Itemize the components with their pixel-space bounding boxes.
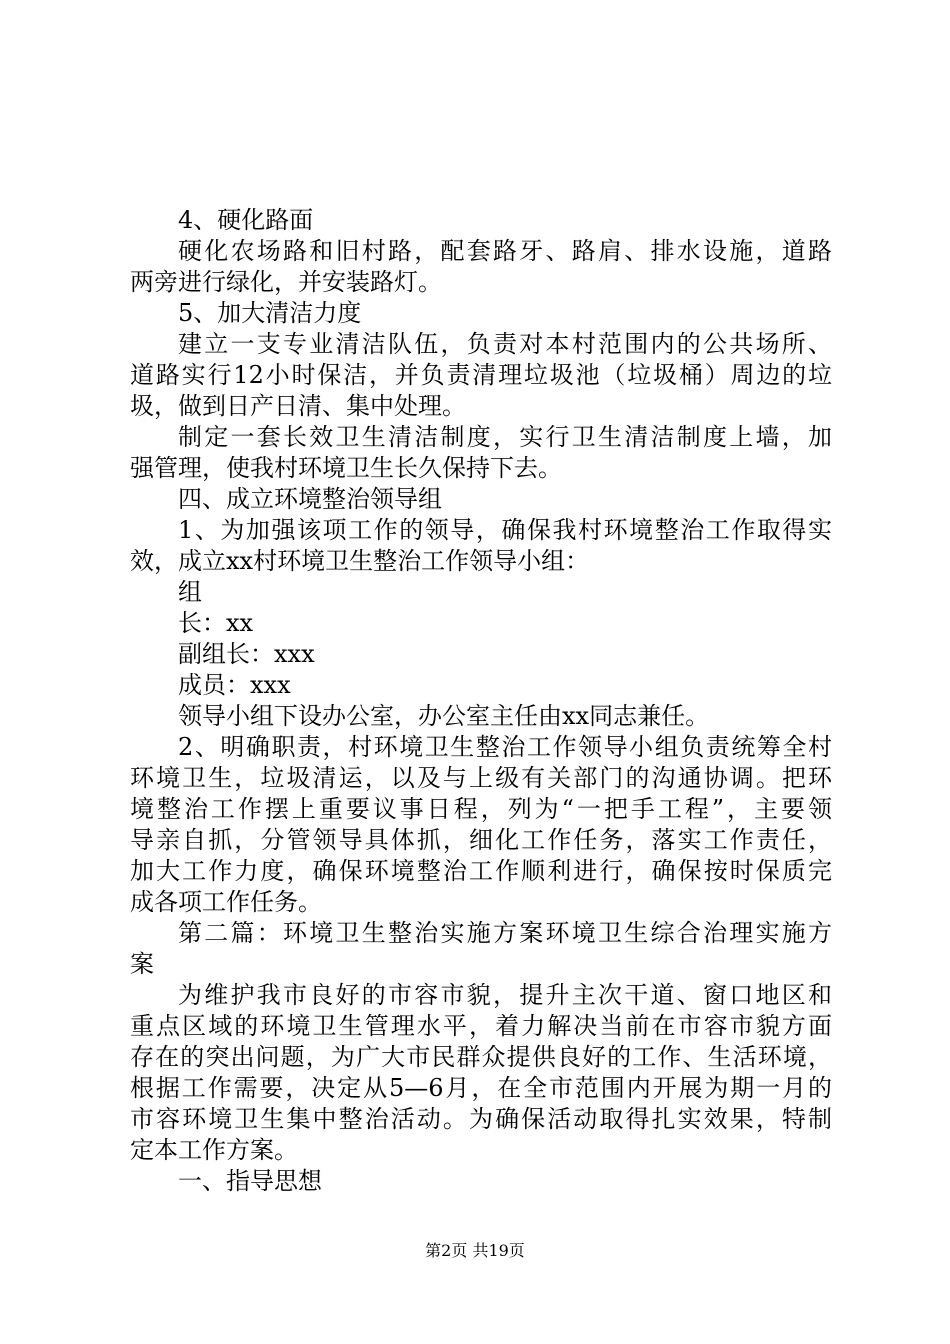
text-line: 效，成立xx村环境卫生整治工作领导小组： [130, 547, 590, 575]
text-line: 为维护我市良好的市容市貌，提升主次干道、窗口地区和 [178, 981, 832, 1009]
text-line: 建立一支专业清洁队伍，负责对本村范围内的公共场所、 [178, 330, 832, 358]
page-footer: 第2页 共19页 [425, 1241, 525, 1260]
text-line: 存在的突出问题，为广大市民群众提供良好的工作、生活环境， [130, 1043, 832, 1071]
text-line: 一、指导思想 [178, 1167, 322, 1195]
text-line: 圾，做到日产日清、集中处理。 [130, 392, 466, 420]
text-line: 硬化农场路和旧村路，配套路牙、路肩、排水设施，道路 [178, 237, 832, 265]
text-line: 长：xx [178, 609, 254, 637]
text-line: 四、成立环境整治领导组 [178, 485, 442, 513]
text-line: 领导小组下设办公室，办公室主任由xx同志兼任。 [178, 702, 710, 730]
text-line: 根据工作需要，决定从5—6月，在全市范围内开展为期一月的 [130, 1074, 832, 1102]
text-line: 1、为加强该项工作的领导，确保我村环境整治工作取得实 [178, 516, 832, 544]
text-line: 道路实行12小时保洁，并负责清理垃圾池（垃圾桶）周边的垃 [130, 361, 832, 389]
text-line: 环境卫生，垃圾清运，以及与上级有关部门的沟通协调。把环 [130, 764, 832, 792]
text-line: 加大工作力度，确保环境整治工作顺利进行，确保按时保质完 [130, 857, 832, 885]
text-line: 境整治工作摆上重要议事日程，列为“一把手工程”，主要领 [130, 795, 832, 823]
text-line: 制定一套长效卫生清洁制度，实行卫生清洁制度上墙，加 [178, 423, 832, 451]
text-line: 导亲自抓，分管领导具体抓，细化工作任务，落实工作责任， [130, 826, 832, 854]
text-line: 5、加大清洁力度 [178, 299, 362, 327]
text-line: 副组长：xxx [178, 640, 315, 668]
text-line: 两旁进行绿化，并安装路灯。 [130, 268, 442, 296]
text-line: 2、明确职责，村环境卫生整治工作领导小组负责统筹全村 [178, 733, 832, 761]
text-line: 定本工作方案。 [130, 1136, 298, 1164]
text-line: 强管理，使我村环境卫生长久保持下去。 [130, 454, 562, 482]
text-line: 成员：xxx [178, 671, 291, 699]
text-line: 市容环境卫生集中整治活动。为确保活动取得扎实效果，特制 [130, 1105, 832, 1133]
document-body [130, 205, 832, 1197]
text-line: 成各项工作任务。 [130, 888, 322, 916]
text-line: 第二篇：环境卫生整治实施方案环境卫生综合治理实施方 [178, 919, 832, 947]
text-line: 4、硬化路面 [178, 206, 314, 234]
text-line: 组 [178, 578, 202, 606]
text-line: 案 [130, 950, 154, 978]
text-line: 重点区域的环境卫生管理水平，着力解决当前在市容市貌方面 [130, 1012, 832, 1040]
